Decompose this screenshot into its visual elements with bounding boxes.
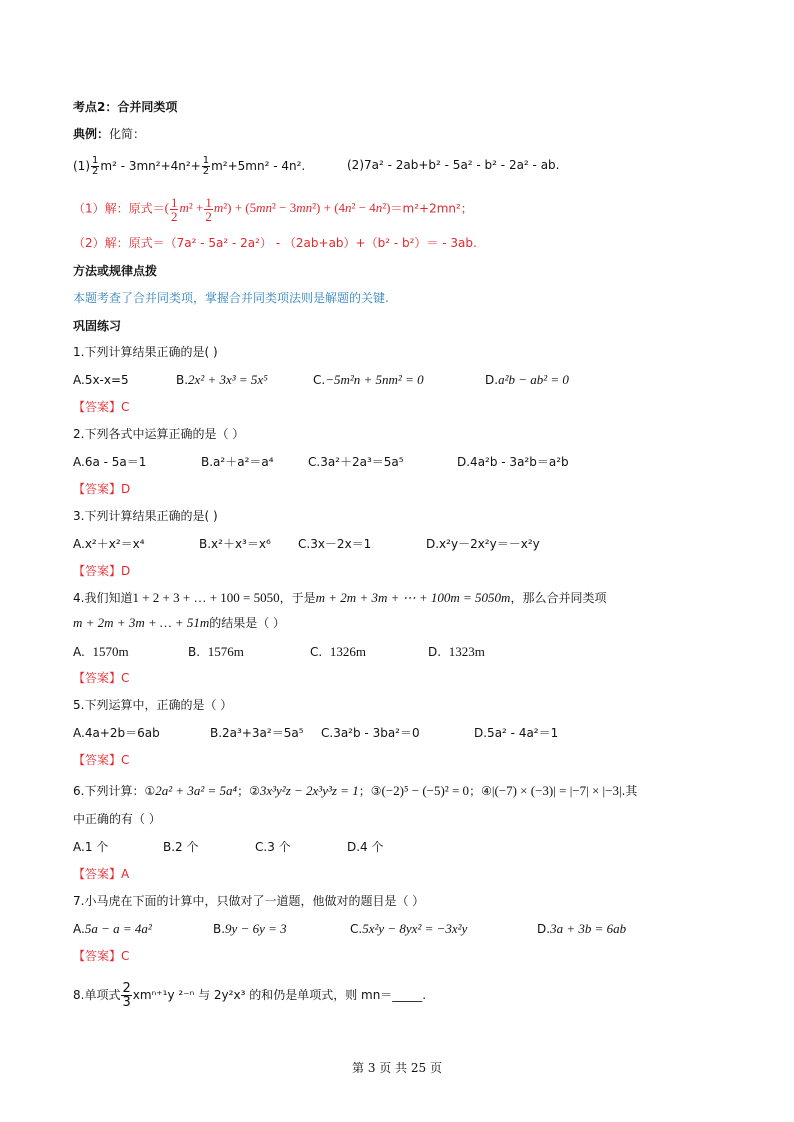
q1-option-a: A.5x-x=5 xyxy=(73,373,129,387)
half-num: 1 xyxy=(205,195,212,210)
q8-stem xyxy=(73,982,426,1009)
q4-answer: 【答案】C xyxy=(73,671,130,685)
q4-a-label: A. xyxy=(73,645,85,659)
q7-option-c xyxy=(350,920,467,938)
q3-answer: 【答案】D xyxy=(73,564,131,578)
q6-option-b: B.2 个 xyxy=(163,840,199,854)
q6-option-c: C.3 个 xyxy=(255,840,291,854)
q4-math-c: m + 2m + 3m + … + 51m xyxy=(73,615,210,630)
example-heading: 典例： xyxy=(73,127,110,141)
q4-option-d xyxy=(428,643,485,661)
q6-mark-2: ② xyxy=(249,784,260,798)
sol1-part: ² − 4 xyxy=(351,200,376,216)
sol1-paren: ( xyxy=(164,200,169,216)
q1-d-math: a²b − ab² = 0 xyxy=(498,372,569,387)
solution-2: （2）解：原式＝（7a² - 5a² - 2a²） - （2ab+ab）+（b² - b²）＝ - 3ab. xyxy=(73,236,477,250)
p1-text-a: m² - 3mn²+4n²+ xyxy=(100,159,201,173)
example-heading-line xyxy=(73,125,145,143)
q2-option-a: A.6a - 5a＝1 xyxy=(73,455,147,469)
sol1-part: ² − 3 xyxy=(272,200,297,216)
q7-option-d xyxy=(537,920,626,938)
q6-option-d: D.4 个 xyxy=(347,840,384,854)
example-instruction: 化简： xyxy=(109,127,146,141)
q8-text-b: xmⁿ⁺¹y ²⁻ⁿ 与 2y²x³ 的和仍是单项式，则 mn＝_____. xyxy=(132,988,427,1002)
q7-c-math: 5x²y − 8yx² = −3x²y xyxy=(362,921,468,936)
sol1-var: n xyxy=(345,200,352,216)
q7-a-label: A. xyxy=(73,922,85,936)
q6-stem xyxy=(73,782,637,800)
q6-math-2: 3x³y²z − 2x³y³z = 1 xyxy=(259,783,359,798)
q2-option-c: C.3a²＋2a³＝5a⁵ xyxy=(308,455,404,469)
half-num: 1 xyxy=(202,155,210,166)
q6-answer: 【答案】A xyxy=(73,867,130,881)
q2-stem: 2.下列各式中运算正确的是（ ） xyxy=(73,427,245,441)
half-fraction xyxy=(202,156,210,177)
q6-sep-1: ； xyxy=(237,784,250,798)
q3-stem: 3.下列计算结果正确的是( ) xyxy=(73,509,218,523)
sol1-part: ²) + (5 xyxy=(223,200,257,216)
q5-stem: 5.下列运算中，正确的是（ ） xyxy=(73,698,233,712)
q5-option-d: D.5a² - 4a²＝1 xyxy=(474,726,559,740)
q6-math-3: (−2)⁵ − (−5)² = 0 xyxy=(381,783,470,798)
q6-mark-1: ① xyxy=(144,784,156,798)
q2-option-d: D.4a²b - 3a²b＝a²b xyxy=(457,455,569,469)
half-den: 2 xyxy=(92,166,99,177)
q7-d-label: D. xyxy=(537,922,551,936)
half-den: 2 xyxy=(170,209,178,224)
q1-b-label: B. xyxy=(176,373,189,387)
solution-1 xyxy=(73,196,473,223)
sol1-var: mn xyxy=(256,200,273,216)
q1-b-math: 2x² + 3x³ = 5x⁵ xyxy=(188,372,268,387)
q4-b-val: 1576m xyxy=(207,644,244,659)
q7-stem: 7.小马虎在下面的计算中，只做对了一道题，他做对的题目是（ ） xyxy=(73,894,425,908)
q4-option-b xyxy=(188,643,244,661)
q6-mark-4: ④ xyxy=(481,784,492,798)
q6-stem-line2: 中正确的有（ ） xyxy=(73,812,161,826)
q7-option-a xyxy=(73,920,152,938)
q8-fraction xyxy=(121,982,131,1009)
q4-c-val: 1326m xyxy=(329,644,366,659)
q1-option-c xyxy=(313,371,424,389)
q4-stem-line2 xyxy=(73,614,285,632)
q5-answer: 【答案】C xyxy=(73,753,130,767)
q7-b-label: B. xyxy=(213,922,226,936)
q4-a-val: 1570m xyxy=(92,644,129,659)
q4-option-c xyxy=(310,643,366,661)
sol1-var: n xyxy=(375,200,383,216)
q7-a-math: 5a − a = 4a² xyxy=(84,921,152,936)
q7-b-math: 9y − 6y = 3 xyxy=(225,921,287,936)
method-heading: 方法或规律点拨 xyxy=(73,264,158,278)
p1-text-b: m²+5mn² - 4n². xyxy=(211,159,306,173)
q8-frac-num: 2 xyxy=(122,981,131,996)
q6-math-4: |(−7) × (−3)| = |−7| × |−3| xyxy=(491,783,622,798)
method-text: 本题考查了合并同类项，掌握合并同类项法则是解题的关键. xyxy=(73,291,389,305)
half-num: 1 xyxy=(92,155,99,166)
q5-option-b: B.2a³+3a²＝5a⁵ xyxy=(210,726,304,740)
q8-text-a: 8.单项式 xyxy=(73,988,121,1002)
sol1-part: ²) + (4 xyxy=(312,200,346,216)
q5-option-a: A.4a+2b＝6ab xyxy=(73,726,160,740)
q3-option-c: C.3x－2x＝1 xyxy=(298,537,372,551)
sol1-prefix: （1）解：原式＝ xyxy=(73,201,165,216)
q4-d-val: 1323m xyxy=(448,644,485,659)
q4-stem xyxy=(73,589,606,607)
q1-option-d xyxy=(485,371,569,389)
half-fraction xyxy=(91,156,99,177)
q3-option-a: A.x²＋x²＝x⁴ xyxy=(73,537,145,551)
q6-sep-3: ； xyxy=(469,784,482,798)
half-fraction xyxy=(204,196,213,223)
example-problem-2: (2)7a² - 2ab+b² - 5a² - b² - 2a² - ab. xyxy=(347,158,560,172)
q4-option-a xyxy=(73,643,129,661)
practice-heading: 巩固练习 xyxy=(73,319,122,333)
q4-d-label: D. xyxy=(428,645,442,659)
q8-frac-den: 3 xyxy=(122,995,131,1010)
sol1-var: m xyxy=(179,200,189,216)
q6-option-a: A.1 个 xyxy=(73,840,109,854)
q1-stem: 1.下列计算结果正确的是( ) xyxy=(73,345,218,359)
q2-answer: 【答案】D xyxy=(73,482,131,496)
q1-c-label: C. xyxy=(313,373,326,387)
q6-text-b: .其 xyxy=(621,784,638,798)
q7-d-math: 3a + 3b = 6ab xyxy=(550,921,627,936)
q6-math-1: 2a² + 3a² = 5a⁴ xyxy=(155,783,238,798)
sol1-math xyxy=(164,195,391,224)
sol1-var: mn xyxy=(296,200,313,216)
q1-c-math: −5m²n + 5nm² = 0 xyxy=(325,372,424,387)
q2-option-b: B.a²＋a²＝a⁴ xyxy=(201,455,274,469)
topic-title: 考点2：合并同类项 xyxy=(73,100,178,114)
q4-text-c: ，那么合并同类项 xyxy=(510,591,607,605)
q4-math-a: 1 + 2 + 3 + … + 100 = 5050 xyxy=(132,590,280,605)
q6-mark-3: ③ xyxy=(370,784,382,798)
q4-c-label: C. xyxy=(310,645,323,659)
p1-prefix: (1) xyxy=(73,159,90,173)
q6-text-a: 6.下列计算： xyxy=(73,784,145,798)
q1-d-label: D. xyxy=(485,373,499,387)
half-den: 2 xyxy=(202,166,210,177)
sol1-var: m xyxy=(213,200,224,216)
q1-option-b xyxy=(176,371,268,389)
half-fraction xyxy=(170,196,179,223)
q3-option-b: B.x²＋x³＝x⁶ xyxy=(199,537,271,551)
example-problem-1 xyxy=(73,156,305,177)
half-den: 2 xyxy=(205,209,212,224)
q7-c-label: C. xyxy=(350,922,363,936)
q3-option-d: D.x²y－2x²y＝－x²y xyxy=(426,537,540,551)
q4-text-a: 4.我们知道 xyxy=(73,591,133,605)
q1-answer: 【答案】C xyxy=(73,400,130,414)
half-num: 1 xyxy=(170,195,178,210)
sol1-result: ＝m²+2mn²； xyxy=(390,201,473,216)
q4-math-b: m + 2m + 3m + ⋯ + 100m = 5050m xyxy=(315,590,511,605)
q4-text-d: 的结果是（ ） xyxy=(209,616,286,630)
q6-sep-2: ； xyxy=(358,784,371,798)
q5-option-c: C.3a²b - 3ba²＝0 xyxy=(321,726,420,740)
sol1-part: ²) xyxy=(382,200,391,216)
q4-b-label: B. xyxy=(188,645,201,659)
q4-text-b: ，于是 xyxy=(279,591,316,605)
q7-answer: 【答案】C xyxy=(73,949,130,963)
page-footer: 第 3 页 共 25 页 xyxy=(352,1061,442,1075)
sol1-part: ² + xyxy=(188,200,204,216)
q7-option-b xyxy=(213,920,287,938)
